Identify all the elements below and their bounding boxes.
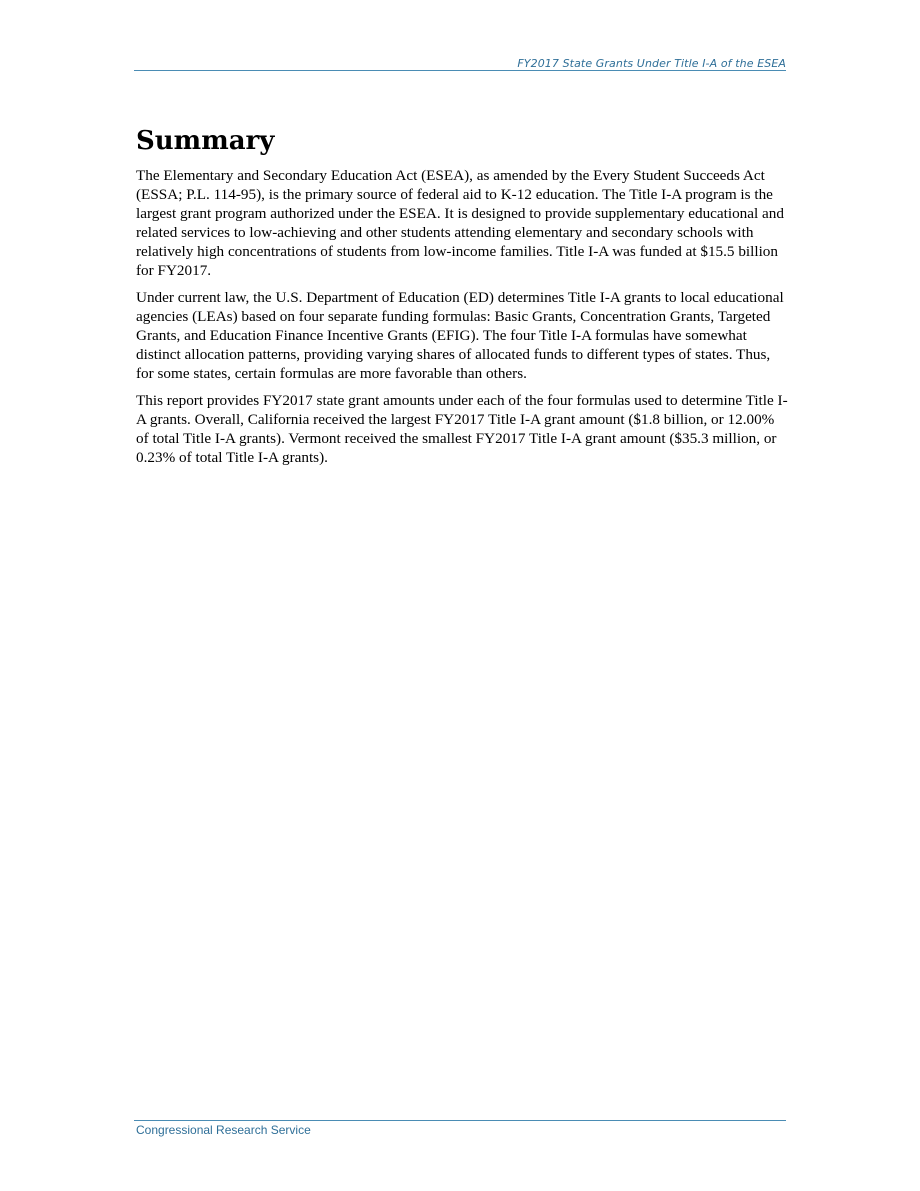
- running-header-title: FY2017 State Grants Under Title I-A of the ESEA: [517, 57, 786, 70]
- summary-paragraph-3: This report provides FY2017 state grant amounts under each of the four formulas used to determine Title I-A grants. Overall, California received the largest FY2017 Title I-A grant amount ($1.8 billion, or 12.00% of total Title I-A grants). Vermont received the smallest FY2017 Title I-A grant amount ($35.3 million, or 0.23% of total Title I-A grants).: [136, 392, 788, 466]
- footer-organization: Congressional Research Service: [136, 1123, 311, 1137]
- running-header: [134, 54, 786, 71]
- summary-heading: Summary: [136, 126, 275, 156]
- summary-paragraph-2: Under current law, the U.S. Department of Education (ED) determines Title I-A grants to local educational agencies (LEAs) based on four separate funding formulas: Basic Grants, Concentration Grants, Targeted Grants, and Education Finance Incentive Grants (EFIG). The four Title I-A formulas have somewhat distinct allocation patterns, providing varying shares of allocated funds to different types of states. Thus, for some states, certain formulas are more favorable than others.: [136, 289, 784, 382]
- summary-paragraph-1: The Elementary and Secondary Education Act (ESEA), as amended by the Every Student Succeeds Act (ESSA; P.L. 114-95), is the primary source of federal aid to K-12 education. The Title I-A program is the largest grant program authorized under the ESEA. It is designed to provide supplementary educational and related services to low-achieving and other students attending elementary and secondary schools with relatively high concentrations of students from low-income families. Title I-A was funded at $15.5 billion for FY2017.: [136, 167, 784, 279]
- footer-divider: [134, 1120, 786, 1121]
- summary-section: [136, 124, 788, 475]
